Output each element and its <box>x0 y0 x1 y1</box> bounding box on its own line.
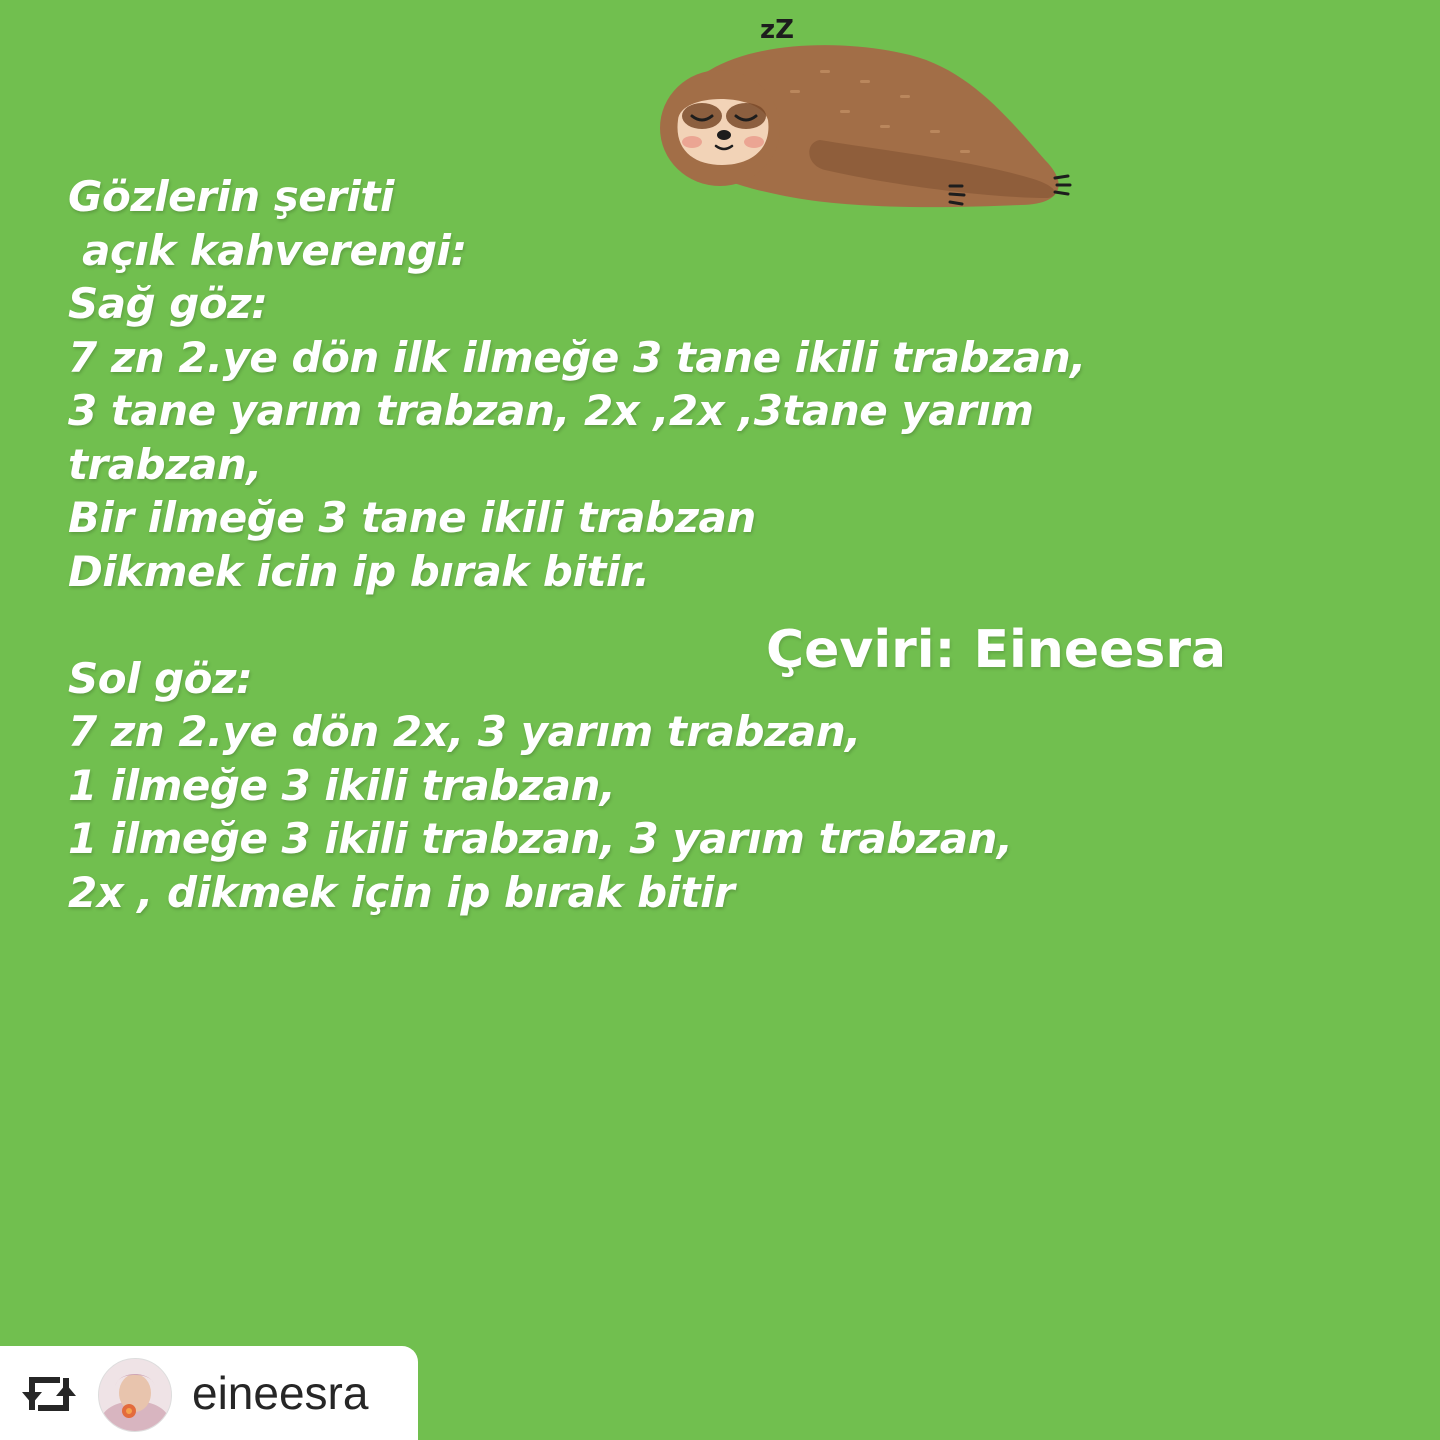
repost-icon <box>20 1372 78 1416</box>
pattern-instructions <box>68 170 1248 919</box>
instruction-line: 1 ilmeğe 3 ikili trabzan, <box>68 760 616 810</box>
instruction-line: 7 zn 2.ye dön 2x, 3 yarım trabzan, <box>68 707 861 756</box>
instruction-line: trabzan, <box>68 439 262 489</box>
instruction-line: Bir ilmeğe 3 tane ikili trabzan <box>68 493 756 542</box>
avatar[interactable] <box>98 1358 172 1432</box>
heading-color: açık kahverengi: <box>68 225 467 275</box>
repost-badge[interactable] <box>0 1346 418 1440</box>
translation-credit: Çeviri: Eineesra <box>766 620 1227 680</box>
instruction-line: 3 tane yarım trabzan, 2x ,2x ,3tane yarım <box>68 386 1034 435</box>
instruction-line: 1 ilmeğe 3 ikili trabzan, 3 yarım trabzan, <box>68 814 1013 863</box>
sleep-z-icon: zZ <box>760 15 794 45</box>
avatar-photo <box>99 1359 171 1431</box>
heading-eye-strip: Gözlerin şeriti <box>68 172 394 221</box>
instruction-line: Dikmek icin ip bırak bitir. <box>68 546 650 596</box>
heading-left-eye: Sol göz: <box>68 653 253 703</box>
instruction-line: 7 zn 2.ye dön ilk ilmeğe 3 tane ikili trabzan, <box>68 332 1086 382</box>
repost-username[interactable]: eineesra <box>192 1367 369 1419</box>
heading-right-eye: Sağ göz: <box>68 279 268 328</box>
instruction-line: 2x , dikmek için ip bırak bitir <box>68 867 735 917</box>
